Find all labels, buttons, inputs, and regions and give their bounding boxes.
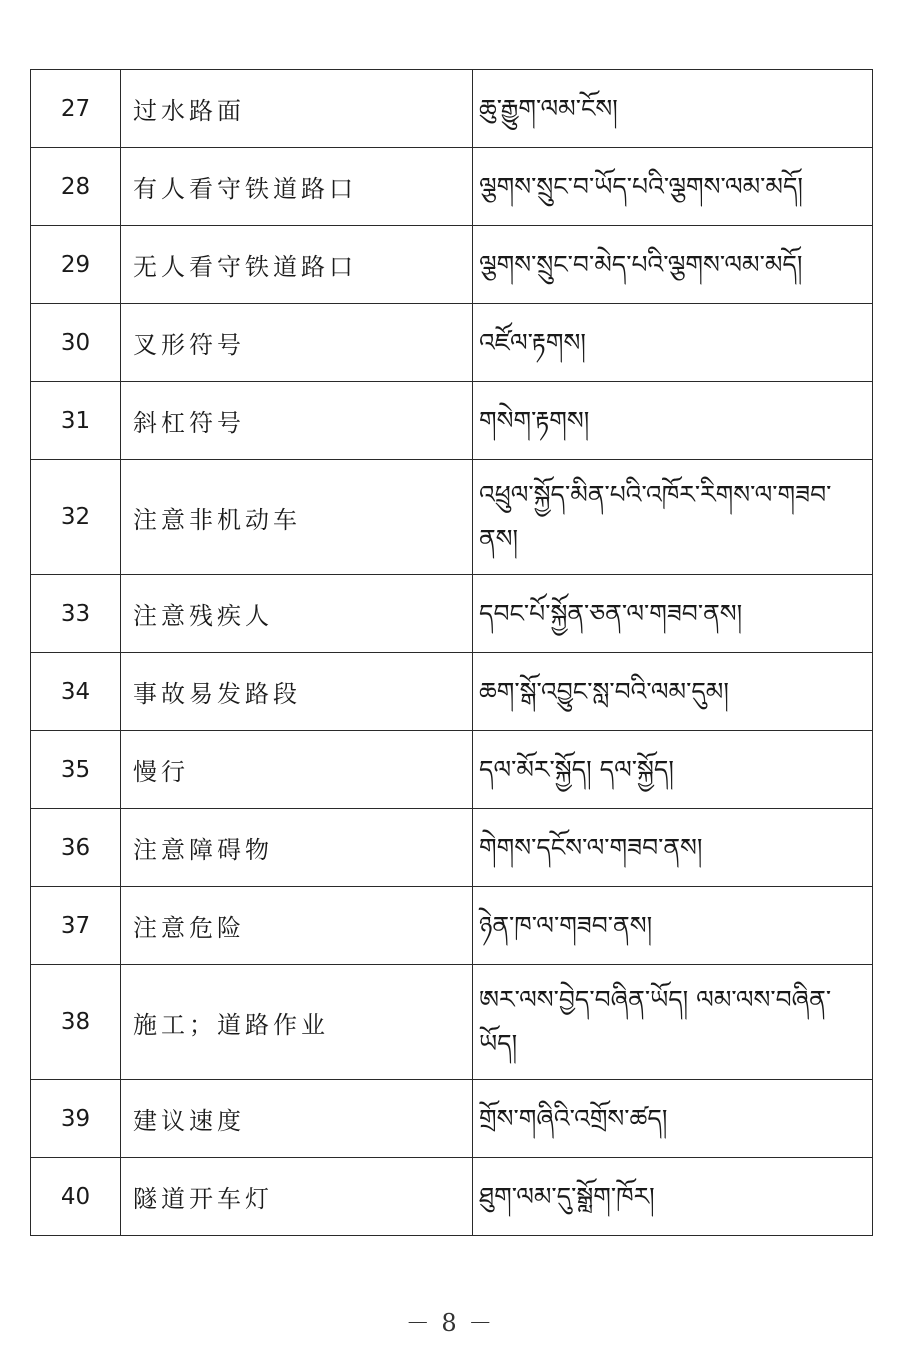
table-row (31, 1080, 873, 1158)
tibetan-term: ལྕགས་སྲུང་བ་ཡོད་པའི་ལྕགས་ལམ་མདོ། (473, 148, 873, 226)
row-number: 35 (31, 731, 121, 809)
tibetan-term: ལྕགས་སྲུང་བ་མེད་པའི་ལྕགས་ལམ་མདོ། (473, 226, 873, 304)
chinese-term: 事故易发路段 (121, 653, 473, 731)
row-number: 32 (31, 460, 121, 575)
row-number: 37 (31, 887, 121, 965)
chinese-term: 过水路面 (121, 70, 473, 148)
tibetan-term: དབང་པོ་སྐྱོན་ཅན་ལ་གཟབ་ནས། (473, 575, 873, 653)
row-number: 39 (31, 1080, 121, 1158)
row-number: 28 (31, 148, 121, 226)
row-number: 29 (31, 226, 121, 304)
chinese-term: 注意危险 (121, 887, 473, 965)
tibetan-term: གྲོས་གཞིའི་འགྲོས་ཚད། (473, 1080, 873, 1158)
table-row (31, 731, 873, 809)
table-row (31, 887, 873, 965)
tibetan-term: གསེག་རྟགས། (473, 382, 873, 460)
chinese-term: 斜杠符号 (121, 382, 473, 460)
tibetan-term: ཆག་སྒོ་འབྱུང་སླ་བའི་ལམ་དུམ། (473, 653, 873, 731)
row-number: 40 (31, 1158, 121, 1236)
row-number: 38 (31, 965, 121, 1080)
chinese-term: 隧道开车灯 (121, 1158, 473, 1236)
tibetan-term: གེགས་དངོས་ལ་གཟབ་ནས། (473, 809, 873, 887)
chinese-term: 慢行 (121, 731, 473, 809)
row-number: 36 (31, 809, 121, 887)
chinese-term: 建议速度 (121, 1080, 473, 1158)
tibetan-term: དལ་མོར་སྐྱོད། དལ་སྐྱོད། (473, 731, 873, 809)
tibetan-term: ཐུག་ལམ་དུ་སྒློག་ཁོར། (473, 1158, 873, 1236)
table-row (31, 382, 873, 460)
row-number: 31 (31, 382, 121, 460)
table-row (31, 148, 873, 226)
chinese-term: 施工；道路作业 (121, 965, 473, 1080)
chinese-term: 注意残疾人 (121, 575, 473, 653)
row-number: 30 (31, 304, 121, 382)
chinese-term: 有人看守铁道路口 (121, 148, 473, 226)
table-row (31, 226, 873, 304)
table-row (31, 653, 873, 731)
table-row (31, 304, 873, 382)
table-row (31, 70, 873, 148)
row-number: 34 (31, 653, 121, 731)
table-row (31, 809, 873, 887)
page-number: － 8 － (405, 1309, 495, 1337)
chinese-term: 注意非机动车 (121, 460, 473, 575)
chinese-term: 注意障碍物 (121, 809, 473, 887)
table-row (31, 965, 873, 1080)
tibetan-term: འཛོལ་རྟགས། (473, 304, 873, 382)
chinese-term: 无人看守铁道路口 (121, 226, 473, 304)
chinese-term: 叉形符号 (121, 304, 473, 382)
table-row (31, 1158, 873, 1236)
row-number: 27 (31, 70, 121, 148)
row-number: 33 (31, 575, 121, 653)
table-row (31, 575, 873, 653)
tibetan-term: འཕྲུལ་སྐྱོད་མིན་པའི་འཁོར་རིགས་ལ་གཟབ་ནས། (473, 460, 873, 575)
terms-table (30, 69, 873, 1236)
table-row (31, 460, 873, 575)
tibetan-term: ཉེན་ཁ་ལ་གཟབ་ནས། (473, 887, 873, 965)
tibetan-term: ཨར་ལས་བྱེད་བཞིན་ཡོད། ལམ་ལས་བཞིན་ཡོད། (473, 965, 873, 1080)
tibetan-term: ཆུ་རྒྱུག་ལམ་ངོས། (473, 70, 873, 148)
